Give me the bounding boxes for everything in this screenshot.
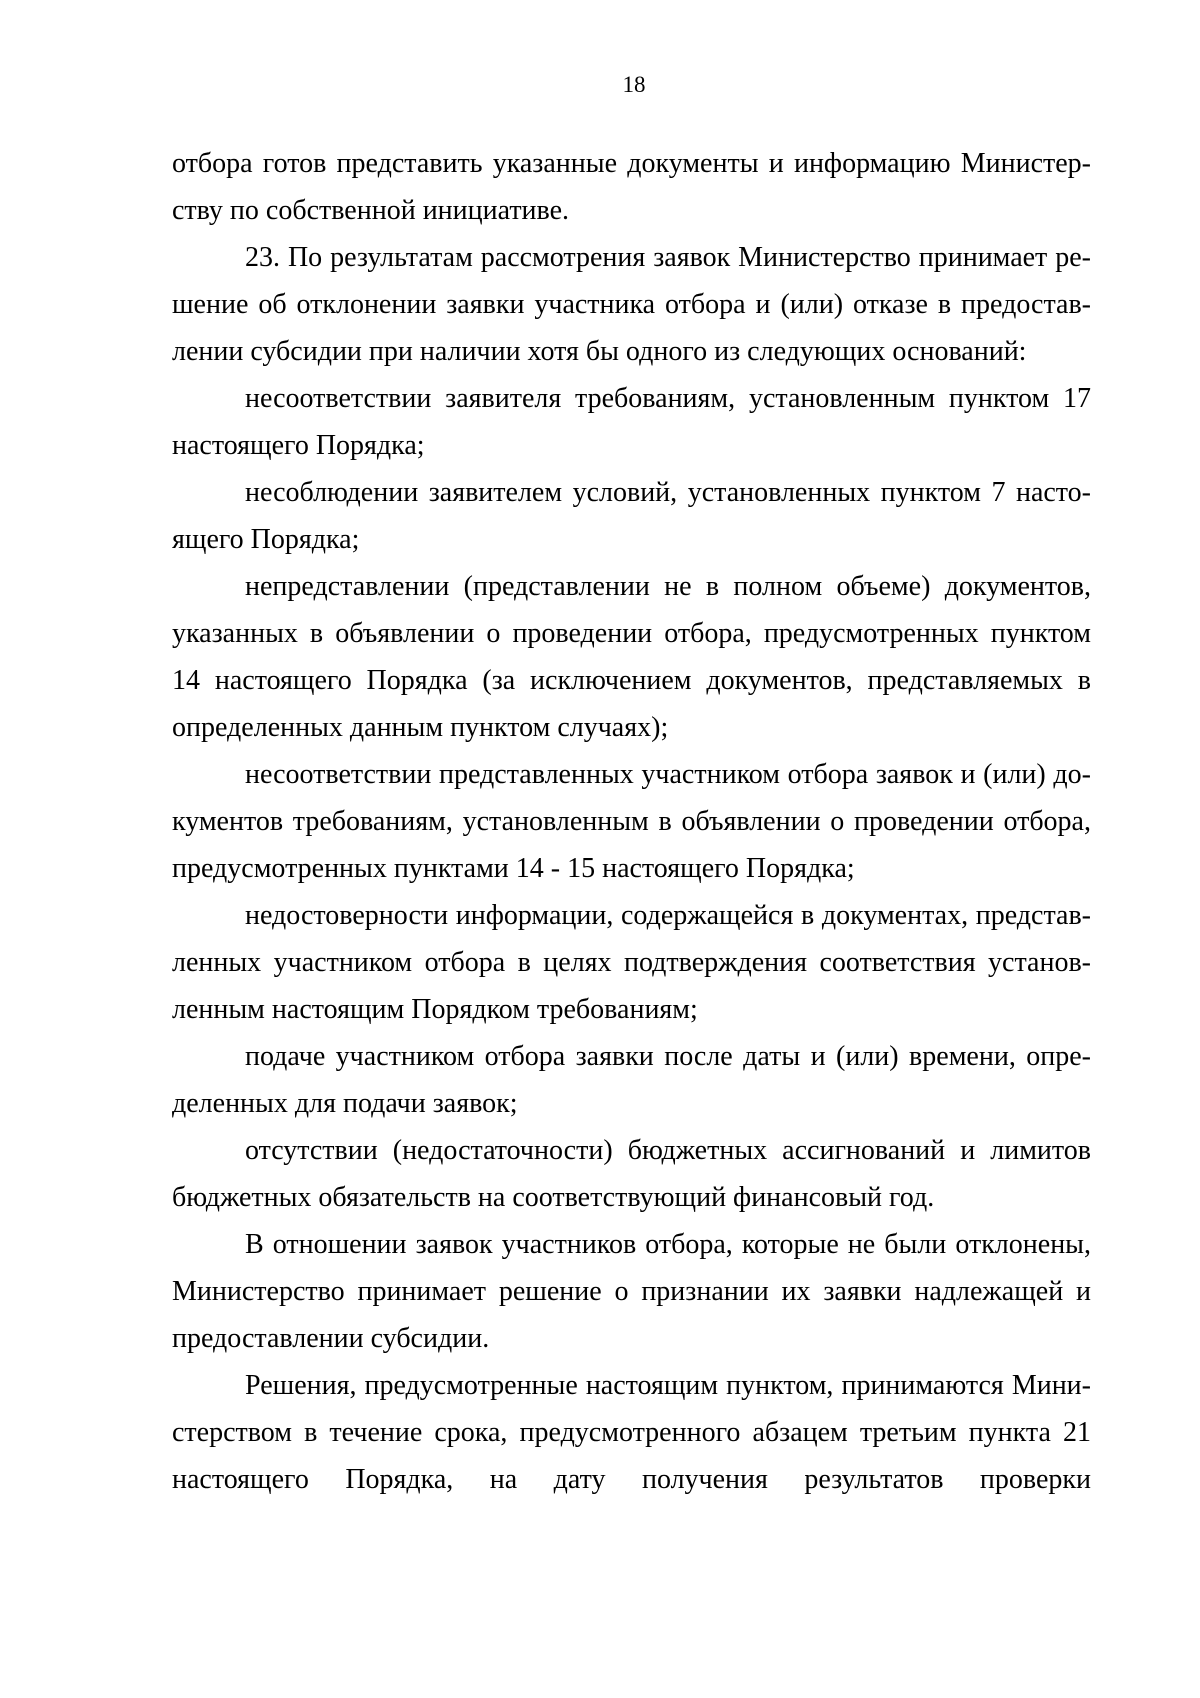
paragraph-first-line: В отношении заявок участников отбора, которые не были отклонены, bbox=[245, 1229, 1091, 1260]
text-line: бюджетных обязательств на соответствующий финансовый год. bbox=[172, 1182, 935, 1213]
paragraph-first-line: недостоверности информации, содержащейся в документах, представ- bbox=[245, 900, 1091, 931]
text-line: 14 настоящего Порядка (за исключением документов, представляемых в bbox=[172, 665, 1091, 696]
paragraph-first-line: несоблюдении заявителем условий, установленных пунктом 7 насто- bbox=[245, 477, 1091, 508]
page-number: 18 bbox=[622, 72, 646, 97]
text-line: предоставлении субсидии. bbox=[172, 1323, 490, 1354]
text-line: кументов требованиям, установленным в объявлении о проведении отбора, bbox=[172, 806, 1091, 837]
paragraph-first-line: подаче участником отбора заявки после даты и (или) времени, опре- bbox=[245, 1041, 1091, 1072]
text-line: ленных участником отбора в целях подтверждения соответствия установ- bbox=[172, 947, 1091, 978]
text-line: настоящего Порядка, на дату получения результатов проверки bbox=[172, 1464, 1091, 1495]
text-line: определенных данным пунктом случаях); bbox=[172, 712, 669, 743]
text-line: деленных для подачи заявок; bbox=[172, 1088, 518, 1119]
text-line: ящего Порядка; bbox=[172, 524, 360, 555]
text-line: предусмотренных пунктами 14 - 15 настоящего Порядка; bbox=[172, 853, 855, 884]
text-line: стерством в течение срока, предусмотренного абзацем третьим пункта 21 bbox=[172, 1417, 1091, 1448]
text-line: ству по собственной инициативе. bbox=[172, 195, 570, 226]
text-line: ленным настоящим Порядком требованиям; bbox=[172, 994, 698, 1025]
paragraph-first-line: несоответствии заявителя требованиям, установленным пунктом 17 bbox=[245, 383, 1091, 414]
text-line: отбора готов представить указанные документы и информацию Министер- bbox=[172, 148, 1091, 179]
text-line: указанных в объявлении о проведении отбора, предусмотренных пунктом bbox=[172, 618, 1091, 649]
document-body bbox=[172, 140, 1091, 1503]
paragraph-first-line: отсутствии (недостаточности) бюджетных ассигнований и лимитов bbox=[245, 1135, 1091, 1166]
text-line: Министерство принимает решение о признании их заявки надлежащей и bbox=[172, 1276, 1091, 1307]
text-line: настоящего Порядка; bbox=[172, 430, 425, 461]
paragraph-first-line: несоответствии представленных участником отбора заявок и (или) до- bbox=[245, 759, 1091, 790]
paragraph-first-line: Решения, предусмотренные настоящим пунктом, принимаются Мини- bbox=[245, 1370, 1091, 1401]
text-line: лении субсидии при наличии хотя бы одного из следующих оснований: bbox=[172, 336, 1027, 367]
paragraph-first-line: 23. По результатам рассмотрения заявок Министерство принимает ре- bbox=[245, 242, 1091, 273]
paragraph-first-line: непредставлении (представлении не в полном объеме) документов, bbox=[245, 571, 1091, 602]
text-line: шение об отклонении заявки участника отбора и (или) отказе в предостав- bbox=[172, 289, 1091, 320]
